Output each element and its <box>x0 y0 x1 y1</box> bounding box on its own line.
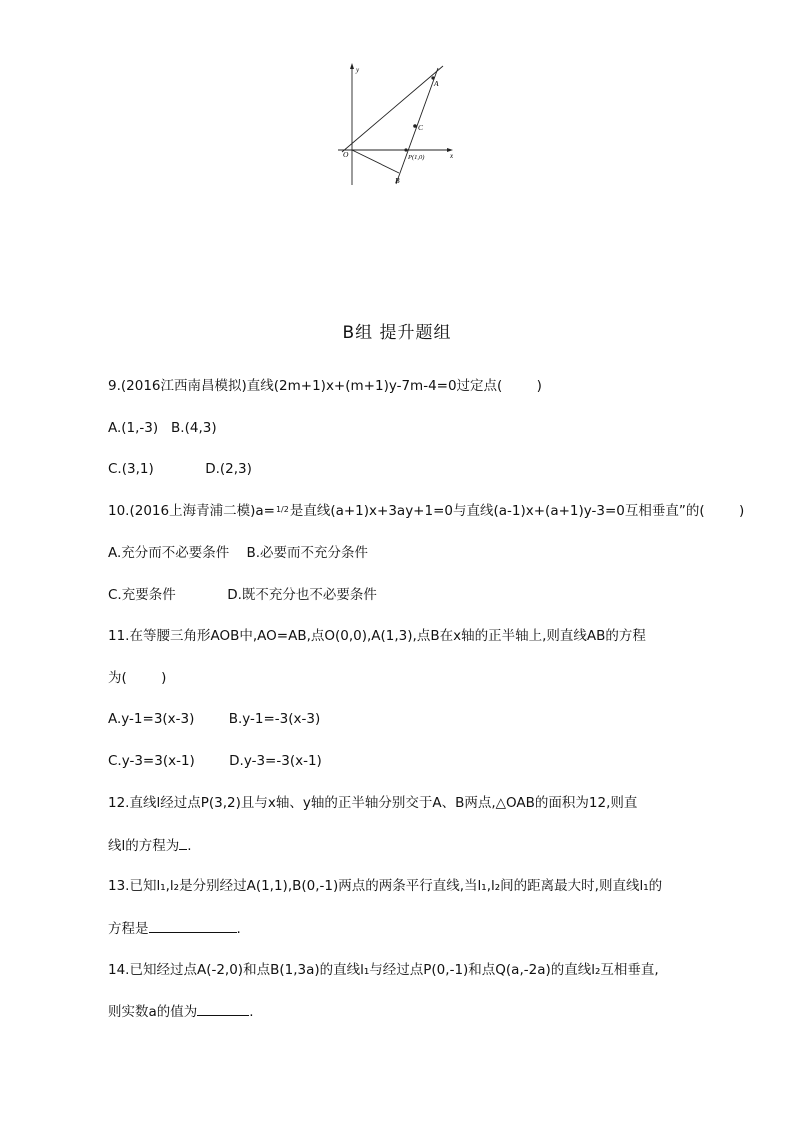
q12-stem-line2-text: 线l的方程为 <box>108 838 180 854</box>
section-title: B组 提升题组 <box>342 323 452 343</box>
q13-stem-line1: 13.已知l₁,l₂是分别经过A(1,1),B(0,-1)两点的两条平行直线,当l₁,l₂间的距离最大时,则直线l₁的 <box>108 878 663 894</box>
segment-ob <box>352 150 399 173</box>
q10-fraction: 1/2 <box>275 505 289 514</box>
q14-stem-line1: 14.已知经过点A(-2,0)和点B(1,3a)的直线l₁与经过点P(0,-1)和点Q(a,-2a)的直线l₂互相垂直, <box>108 962 659 978</box>
point-c <box>413 124 417 128</box>
label-c: C <box>418 123 424 132</box>
q14-stem-line2-text: 则实数a的值为 <box>108 1004 198 1020</box>
q13-stem-line2 <box>108 918 241 939</box>
q13-stem-line2-text: 方程是 <box>108 921 149 937</box>
q14-stem-line2 <box>108 1001 254 1022</box>
q10-stem <box>108 501 744 521</box>
q11-options-row1: A.y-1=3(x-3) B.y-1=-3(x-3) <box>108 711 321 727</box>
line-ab <box>396 68 438 184</box>
q13-answer-blank[interactable] <box>149 918 237 933</box>
q13-end: . <box>236 921 241 937</box>
line-oa <box>342 66 443 152</box>
label-b: B <box>395 176 400 185</box>
q11-stem-line1: 11.在等腰三角形AOB中,AO=AB,点O(0,0),A(1,3),点B在x轴的正半轴上,则直线AB的方程 <box>108 628 646 644</box>
q10-options-row1: A.充分而不必要条件 B.必要而不充分条件 <box>108 545 369 561</box>
label-origin: O <box>343 150 349 159</box>
y-axis-arrow <box>350 63 354 69</box>
label-x: x <box>450 152 454 160</box>
q11-stem-line2: 为( ) <box>108 670 167 686</box>
q10-stem-before: 10.(2016上海青浦二模)a= <box>108 503 275 519</box>
q9-stem: 9.(2016江西南昌模拟)直线(2m+1)x+(m+1)y-7m-4=0过定点( ) <box>108 378 542 394</box>
q9-options-row2: C.(3,1) D.(2,3) <box>108 461 252 477</box>
coordinate-figure <box>334 60 464 190</box>
q14-end: . <box>249 1004 254 1020</box>
q11-options-row2: C.y-3=3(x-1) D.y-3=-3(x-1) <box>108 753 322 769</box>
q12-stem-line1: 12.直线l经过点P(3,2)且与x轴、y轴的正半轴分别交于A、B两点,△OAB的面积为12,则直 <box>108 795 638 811</box>
q12-end: . <box>187 838 192 854</box>
q14-answer-blank[interactable] <box>197 1001 249 1016</box>
point-p <box>404 148 407 151</box>
q10-options-row2: C.充要条件 D.既不充分也不必要条件 <box>108 587 377 603</box>
label-y: y <box>356 66 360 74</box>
q12-stem-line2 <box>108 835 192 856</box>
label-a: A <box>434 79 439 88</box>
label-p: P(1,0) <box>408 154 425 161</box>
q10-stem-after: 是直线(a+1)x+3ay+1=0与直线(a-1)x+(a+1)y-3=0互相垂直”的( ) <box>289 503 745 519</box>
q9-options-row1: A.(1,-3) B.(4,3) <box>108 420 217 436</box>
